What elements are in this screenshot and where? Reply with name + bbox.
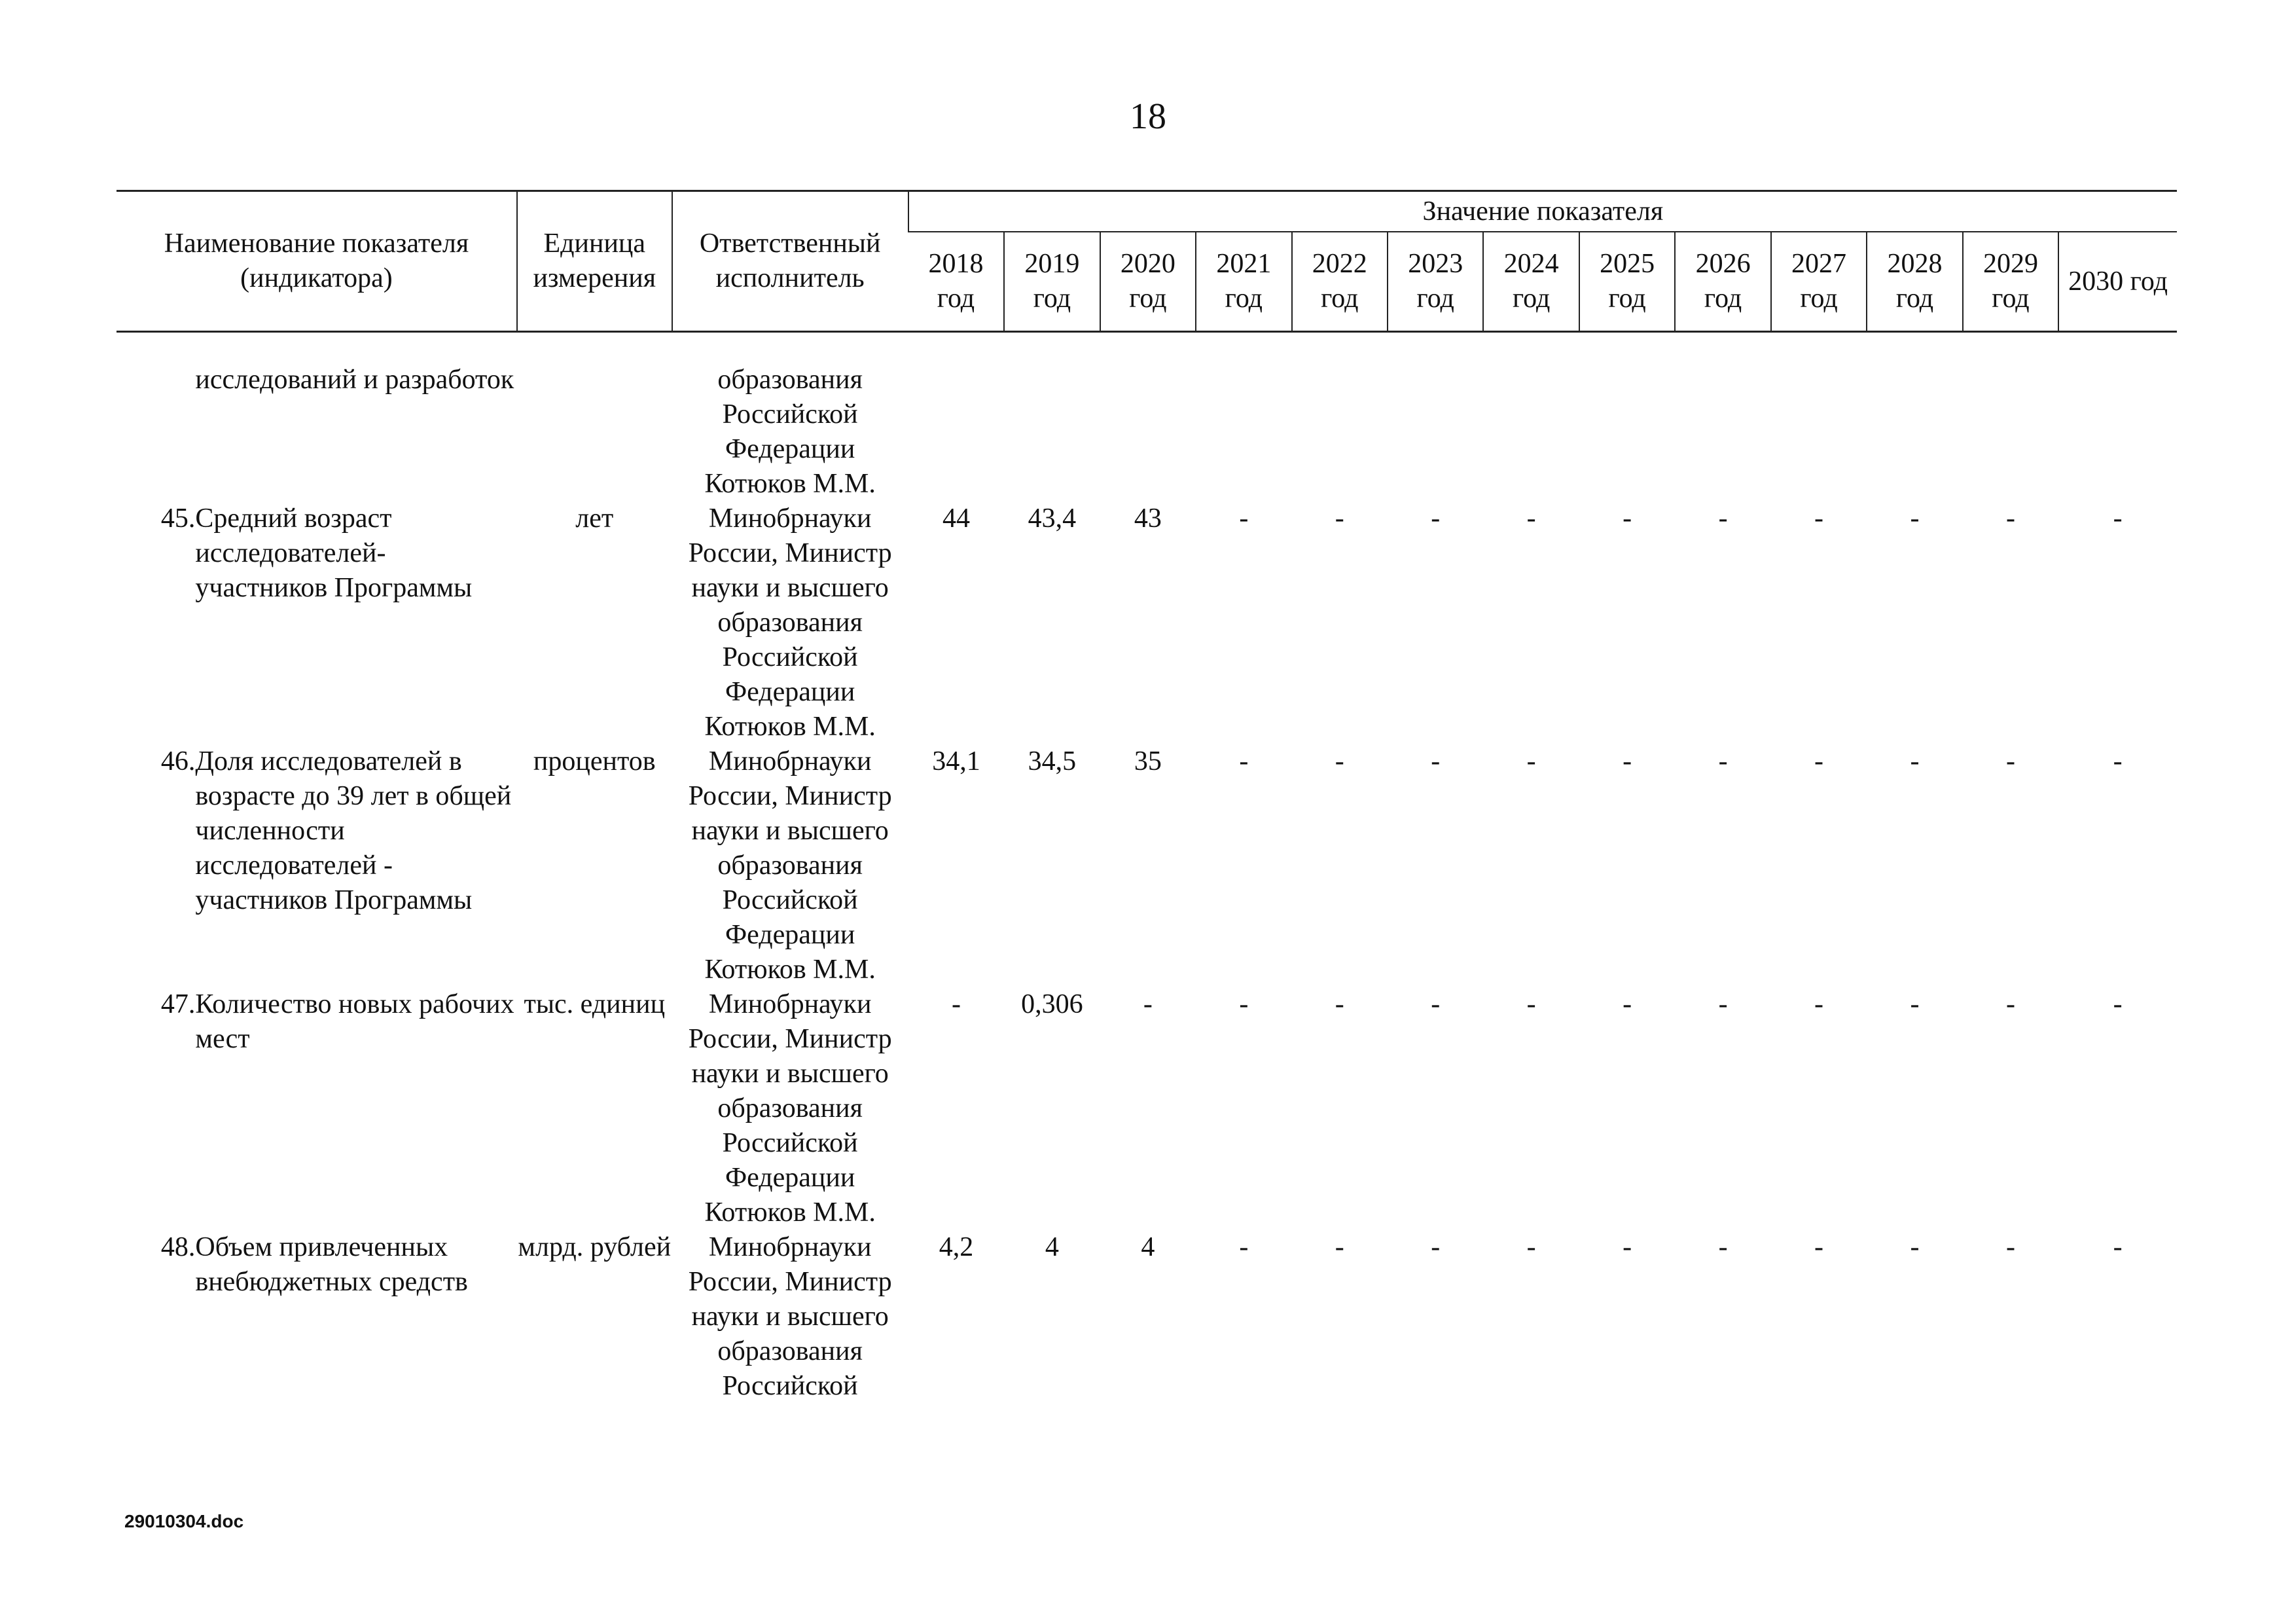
year-value [1867,363,1962,501]
column-header-year: 2026 год [1675,232,1770,332]
year-value: - [1718,989,1728,1019]
unit-of-measure: млрд. рублей [518,1232,672,1262]
year-value: - [1910,1232,1920,1262]
column-header-year: 2020 год [1100,232,1196,332]
year-value [1963,363,2058,501]
year-value: - [1814,1232,1824,1262]
year-value: - [951,989,961,1019]
year-value: - [2005,503,2015,534]
column-header-year: 2019 год [1004,232,1100,332]
unit-of-measure [517,363,672,501]
indicator-name: Доля исследователей в возрасте до 39 лет в общей численности исследователей - участников Программы [195,746,512,915]
column-header-year: 2024 год [1483,232,1579,332]
year-value: 4,2 [939,1232,974,1262]
year-value: - [1623,746,1632,776]
year-value: - [2005,1232,2015,1262]
year-value: - [1431,1232,1441,1262]
year-value: - [2113,1232,2123,1262]
indicator-name: Объем привлеченных внебюджетных средств [195,1232,468,1297]
year-value: - [1814,746,1824,776]
row-number: 46. [160,746,196,776]
year-value: - [1335,1232,1344,1262]
year-value: - [1239,989,1249,1019]
year-value: - [1526,503,1536,534]
year-value [908,363,1004,501]
column-header-unit: Единица измерения [517,191,672,332]
indicator-name: Количество новых рабочих мест [195,989,514,1054]
year-value: - [1814,503,1824,534]
year-value [1771,363,1867,501]
table-row [117,363,2177,501]
year-value [1579,363,1675,501]
row-number: 47. [160,989,196,1019]
responsible-executor: Минобрнауки России, Министр науки и высшего образования Российской Федерации Котюков М.М. [688,503,892,742]
year-value: 34,1 [932,746,980,776]
responsible-executor: Минобрнауки России, Министр науки и высшего образования Российской [688,1232,892,1401]
year-value: - [1910,989,1920,1019]
unit-of-measure: тыс. единиц [524,989,666,1019]
year-value: - [1623,1232,1632,1262]
unit-of-measure: лет [575,503,614,534]
year-value [2058,363,2177,501]
year-value: - [1910,503,1920,534]
year-value: - [2113,503,2123,534]
table-row [117,501,2177,744]
year-value [1292,363,1388,501]
year-value: - [1239,746,1249,776]
page-number: 18 [1130,96,1166,137]
table-row [117,1230,2177,1404]
year-value: - [1623,503,1632,534]
year-value: 43,4 [1028,503,1077,534]
column-header-name: Наименование показателя (индикатора) [117,191,517,332]
column-header-year: 2028 год [1867,232,1962,332]
year-value: 4 [1045,1232,1059,1262]
year-value [1100,363,1196,501]
column-header-year: 2023 год [1388,232,1483,332]
year-value: - [1335,989,1344,1019]
year-value: - [1718,503,1728,534]
indicators-table [117,190,2177,1404]
year-value: - [1143,989,1153,1019]
responsible-executor: образования Российской Федерации Котюков М.М. [704,365,876,499]
indicator-name: Средний возраст исследователей-участников Программы [195,503,473,603]
column-header-year: 2018 год [908,232,1004,332]
column-header-year: 2025 год [1579,232,1675,332]
column-header-year: 2027 год [1771,232,1867,332]
year-value: - [1239,1232,1249,1262]
year-value [1483,363,1579,501]
year-value: 0,306 [1021,989,1083,1019]
year-value: 4 [1141,1232,1155,1262]
responsible-executor: Минобрнауки России, Министр науки и высшего образования Российской Федерации Котюков М.М. [688,746,892,985]
responsible-executor: Минобрнауки России, Министр науки и высшего образования Российской Федерации Котюков М.М. [688,989,892,1228]
year-value: - [1526,1232,1536,1262]
year-value: - [1526,746,1536,776]
year-value: - [2005,989,2015,1019]
row-number: 48. [160,1232,196,1262]
year-value: - [2113,746,2123,776]
year-value: - [1239,503,1249,534]
column-header-year: 2022 год [1292,232,1388,332]
indicator-name: исследований и разработок [195,365,514,395]
column-header-year: 2029 год [1963,232,2058,332]
column-header-year: 2030 год [2058,232,2177,332]
unit-of-measure: процентов [533,746,656,776]
year-value: 35 [1134,746,1162,776]
year-value: - [1910,746,1920,776]
year-value: - [1431,503,1441,534]
year-value: - [2005,746,2015,776]
year-value: 44 [942,503,970,534]
year-value: - [1718,1232,1728,1262]
year-value: - [1431,746,1441,776]
year-value: 34,5 [1028,746,1077,776]
year-value: - [1335,503,1344,534]
row-number [117,363,195,501]
year-value [1004,363,1100,501]
column-group-values: Значение показателя [908,191,2177,232]
year-value: - [1526,989,1536,1019]
table-row [117,987,2177,1230]
document-code: 29010304.doc [124,1511,244,1531]
year-value [1675,363,1770,501]
year-value: 43 [1134,503,1162,534]
year-value: - [1335,746,1344,776]
year-value: - [1623,989,1632,1019]
year-value: - [2113,989,2123,1019]
table-row [117,744,2177,987]
column-header-executor: Ответственный исполнитель [672,191,908,332]
year-value: - [1718,746,1728,776]
year-value [1196,363,1291,501]
year-value: - [1431,989,1441,1019]
row-number: 45. [160,503,196,534]
year-value [1388,363,1483,501]
column-header-year: 2021 год [1196,232,1291,332]
year-value: - [1814,989,1824,1019]
